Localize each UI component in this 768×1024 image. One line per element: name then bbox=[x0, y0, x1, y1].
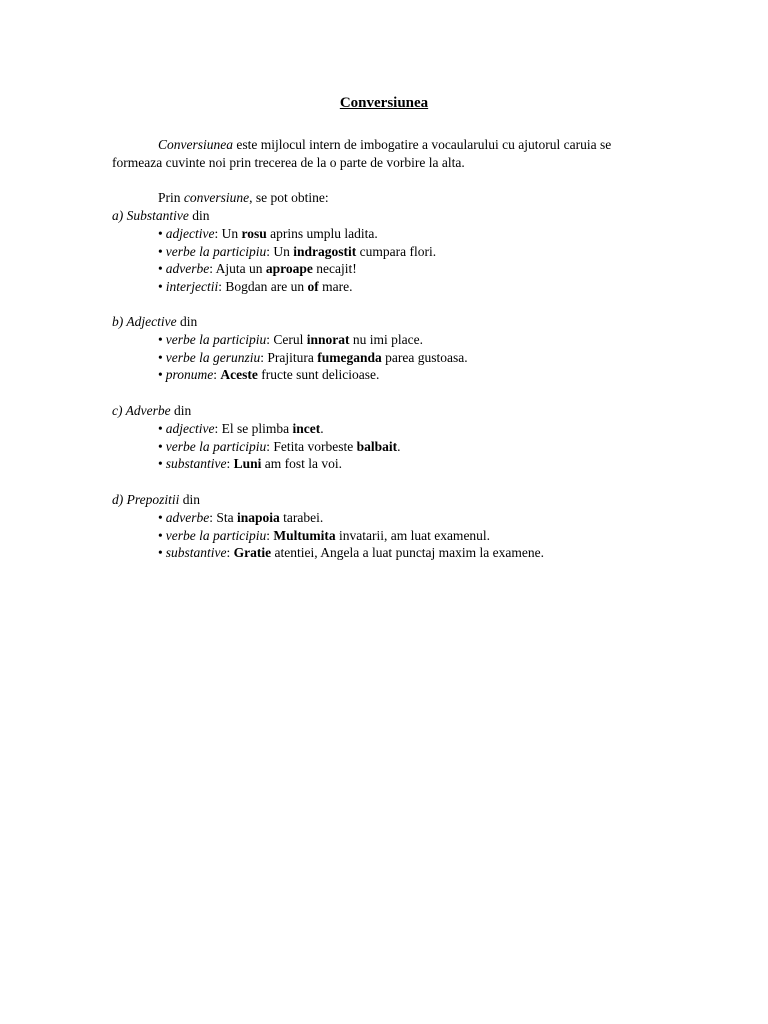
item-after: atentiei, Angela a luat punctaj maxim la examene. bbox=[271, 545, 545, 561]
item-label: adjective bbox=[165, 420, 215, 436]
bullet-icon: • bbox=[158, 261, 163, 277]
section-suffix: din bbox=[179, 492, 201, 507]
item-example: Multumita bbox=[273, 527, 336, 543]
item-label: verbe la participiu bbox=[165, 527, 267, 543]
list-item bbox=[112, 225, 652, 243]
item-after: mare. bbox=[318, 279, 353, 295]
bullet-icon: • bbox=[158, 509, 163, 525]
item-label: verbe la gerunziu bbox=[165, 349, 261, 365]
item-after: am fost la voi. bbox=[261, 456, 343, 472]
section-name: Prepozitii bbox=[126, 492, 180, 507]
lead-paragraph bbox=[112, 189, 652, 207]
item-colon: : bbox=[266, 527, 274, 543]
item-label: verbe la participiu bbox=[165, 331, 267, 347]
item-label: verbe la participiu bbox=[165, 438, 267, 454]
item-colon: : bbox=[266, 331, 274, 347]
item-colon: : bbox=[209, 509, 217, 525]
lead-term: conversiune bbox=[183, 190, 250, 205]
item-label: adjective bbox=[165, 225, 215, 241]
list-item bbox=[112, 438, 652, 456]
item-example: innorat bbox=[306, 331, 350, 347]
list-item bbox=[112, 455, 652, 473]
bullet-icon: • bbox=[158, 527, 163, 543]
item-example: rosu bbox=[241, 225, 267, 241]
list-item bbox=[112, 527, 652, 545]
item-colon: : bbox=[213, 367, 221, 383]
item-before: Sta bbox=[216, 509, 237, 525]
section-letter: d) bbox=[112, 492, 127, 507]
item-after: . bbox=[397, 438, 401, 454]
list-item bbox=[112, 420, 652, 438]
section-suffix: din bbox=[188, 208, 210, 223]
item-label: substantive bbox=[165, 456, 227, 472]
item-colon: : bbox=[266, 243, 274, 259]
item-example: Aceste bbox=[220, 367, 258, 383]
intro-text: este mijlocul intern de imbogatire a vocaularului cu ajutorul caruia se formeaza cuvinte noi prin trecerea de la o parte de vorbire la alta. bbox=[112, 137, 612, 170]
section-letter: a) bbox=[112, 208, 127, 223]
list-item bbox=[112, 366, 652, 384]
item-colon: : bbox=[209, 261, 216, 277]
item-example: aproape bbox=[265, 261, 313, 277]
bullet-icon: • bbox=[158, 279, 163, 295]
section-heading bbox=[112, 402, 652, 420]
section-name: Substantive bbox=[126, 208, 189, 223]
item-colon: : bbox=[266, 438, 274, 454]
item-example: fumeganda bbox=[317, 349, 382, 365]
bullet-icon: • bbox=[158, 243, 163, 259]
section-name: Adjective bbox=[126, 314, 177, 329]
section-suffix: din bbox=[176, 314, 198, 329]
list-item bbox=[112, 243, 652, 261]
bullet-icon: • bbox=[158, 331, 163, 347]
section-adjective bbox=[112, 313, 652, 384]
list-item bbox=[112, 349, 652, 367]
document-title: Conversiunea bbox=[339, 95, 429, 111]
item-after: parea gustoasa. bbox=[381, 349, 468, 365]
item-before: Prajitura bbox=[267, 349, 318, 365]
bullet-icon: • bbox=[158, 545, 163, 561]
list-item bbox=[112, 509, 652, 527]
item-label: verbe la participiu bbox=[165, 243, 267, 259]
section-heading bbox=[112, 207, 652, 225]
item-colon: : bbox=[214, 225, 222, 241]
section-letter: b) bbox=[112, 314, 127, 329]
item-after: . bbox=[320, 420, 324, 436]
lead-after: , se pot obtine: bbox=[249, 190, 329, 205]
list-item bbox=[112, 278, 652, 296]
intro-term: Conversiunea bbox=[158, 137, 233, 152]
list-item bbox=[112, 544, 652, 562]
item-label: substantive bbox=[165, 545, 227, 561]
section-prepozitii bbox=[112, 491, 652, 562]
bullet-icon: • bbox=[158, 420, 163, 436]
bullet-icon: • bbox=[158, 367, 163, 383]
item-example: indragostit bbox=[293, 243, 357, 259]
item-label: adverbe bbox=[165, 509, 210, 525]
item-example: Gratie bbox=[233, 545, 272, 561]
item-before: Fetita vorbeste bbox=[273, 438, 357, 454]
item-before: Cerul bbox=[273, 331, 307, 347]
section-substantive bbox=[112, 207, 652, 296]
item-before: Bogdan are un bbox=[225, 279, 308, 295]
item-before: Ajuta un bbox=[215, 261, 266, 277]
item-after: necajit! bbox=[312, 261, 357, 277]
item-colon: : bbox=[226, 545, 234, 561]
item-label: interjectii bbox=[165, 279, 219, 295]
item-after: fructe sunt delicioase. bbox=[257, 367, 380, 383]
item-colon: : bbox=[218, 279, 226, 295]
item-label: pronume bbox=[165, 367, 214, 383]
item-before: El se plimba bbox=[221, 420, 293, 436]
item-colon: : bbox=[214, 420, 222, 436]
intro-paragraph bbox=[112, 136, 652, 172]
item-after: invatarii, am luat examenul. bbox=[335, 527, 491, 543]
item-example: inapoia bbox=[237, 509, 280, 525]
lead-before: Prin bbox=[158, 190, 184, 205]
bullet-icon: • bbox=[158, 438, 163, 454]
list-item bbox=[112, 260, 652, 278]
bullet-icon: • bbox=[158, 349, 163, 365]
section-name: Adverbe bbox=[125, 403, 171, 418]
section-heading bbox=[112, 491, 652, 509]
item-example: incet bbox=[292, 420, 321, 436]
item-after: cumpara flori. bbox=[356, 243, 437, 259]
section-letter: c) bbox=[112, 403, 126, 418]
item-before: Un bbox=[221, 225, 242, 241]
section-heading bbox=[112, 313, 652, 331]
item-colon: : bbox=[226, 456, 234, 472]
item-after: aprins umplu ladita. bbox=[266, 225, 378, 241]
item-example: balbait bbox=[356, 438, 398, 454]
item-after: nu imi place. bbox=[349, 331, 423, 347]
section-suffix: din bbox=[170, 403, 192, 418]
bullet-icon: • bbox=[158, 225, 163, 241]
item-after: tarabei. bbox=[279, 509, 324, 525]
item-example: of bbox=[307, 279, 319, 295]
list-item bbox=[112, 331, 652, 349]
section-adverbe bbox=[112, 402, 652, 473]
bullet-icon: • bbox=[158, 456, 163, 472]
item-before: Un bbox=[273, 243, 294, 259]
item-example: Luni bbox=[233, 456, 262, 472]
item-label: adverbe bbox=[165, 261, 210, 277]
item-colon: : bbox=[260, 349, 268, 365]
